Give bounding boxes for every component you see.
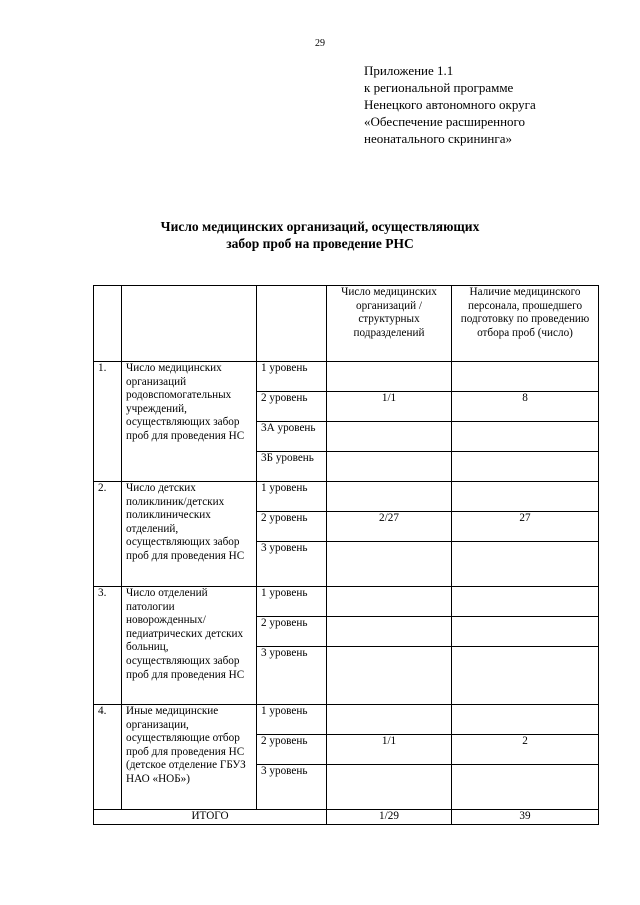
level-cell: 3Б уровень [257,452,327,482]
table-row [94,482,599,512]
level-cell: 2 уровень [257,512,327,542]
table-row [94,705,599,735]
appendix-line: к региональной программе [364,80,514,95]
header-orgs: Число медицинских организаций /структурных подразделений [327,286,452,362]
level-cell: 3А уровень [257,422,327,452]
header-num [94,286,122,362]
orgs-cell [327,705,452,735]
staff-cell [452,765,599,810]
appendix-reference [364,62,536,147]
staff-cell [452,542,599,587]
document-title [0,218,640,252]
staff-cell [452,647,599,705]
header-level [257,286,327,362]
level-cell: 1 уровень [257,362,327,392]
orgs-cell [327,422,452,452]
level-cell: 2 уровень [257,735,327,765]
level-cell: 2 уровень [257,617,327,647]
staff-cell [452,362,599,392]
table-row [94,362,599,392]
header-staff: Наличие медицинского персонала, прошедшего подготовку по проведению отбора проб (число) [452,286,599,362]
table-row [94,587,599,617]
organizations-table [93,285,599,825]
appendix-line: «Обеспечение расширенного [364,114,526,129]
appendix-line: неонатального скрининга» [364,131,512,146]
header-name [122,286,257,362]
orgs-cell [327,617,452,647]
orgs-cell [327,542,452,587]
orgs-cell [327,482,452,512]
orgs-cell [327,647,452,705]
total-staff: 39 [452,810,599,825]
appendix-line: Ненецкого автономного округа [364,97,536,112]
group-number: 2. [94,482,122,587]
total-row [94,810,599,825]
page-number: 29 [315,38,325,49]
orgs-cell [327,765,452,810]
group-name: Число отделений патологии новорожденных/педиатрических детских больниц, осуществляющих забор проб для проведения НС [122,587,257,705]
total-orgs: 1/29 [327,810,452,825]
appendix-line: Приложение 1.1 [364,63,454,78]
staff-cell: 8 [452,392,599,422]
group-name: Число детских поликлиник/детских поликлинических отделений, осуществляющих забор проб для проведения НС [122,482,257,587]
group-name: Число медицинских организаций родовспомогательных учреждений, осуществляющих забор проб для проведения НС [122,362,257,482]
total-label: ИТОГО [94,810,327,825]
title-line: Число медицинских организаций, осуществляющих [160,219,480,234]
staff-cell [452,617,599,647]
level-cell: 1 уровень [257,587,327,617]
title-line: забор проб на проведение РНС [226,236,414,251]
staff-cell [452,705,599,735]
level-cell: 3 уровень [257,647,327,705]
orgs-cell: 2/27 [327,512,452,542]
staff-cell [452,482,599,512]
level-cell: 3 уровень [257,542,327,587]
group-number: 4. [94,705,122,810]
level-cell: 3 уровень [257,765,327,810]
orgs-cell: 1/1 [327,735,452,765]
staff-cell: 27 [452,512,599,542]
table-header-row [94,286,599,362]
level-cell: 1 уровень [257,482,327,512]
staff-cell: 2 [452,735,599,765]
staff-cell [452,587,599,617]
group-name: Иные медицинские организации, осуществляющие отбор проб для проведения НС (детское отделение ГБУЗ НАО «НОБ») [122,705,257,810]
orgs-cell [327,362,452,392]
orgs-cell [327,452,452,482]
orgs-cell [327,587,452,617]
group-number: 1. [94,362,122,482]
staff-cell [452,452,599,482]
group-number: 3. [94,587,122,705]
staff-cell [452,422,599,452]
level-cell: 1 уровень [257,705,327,735]
orgs-cell: 1/1 [327,392,452,422]
level-cell: 2 уровень [257,392,327,422]
